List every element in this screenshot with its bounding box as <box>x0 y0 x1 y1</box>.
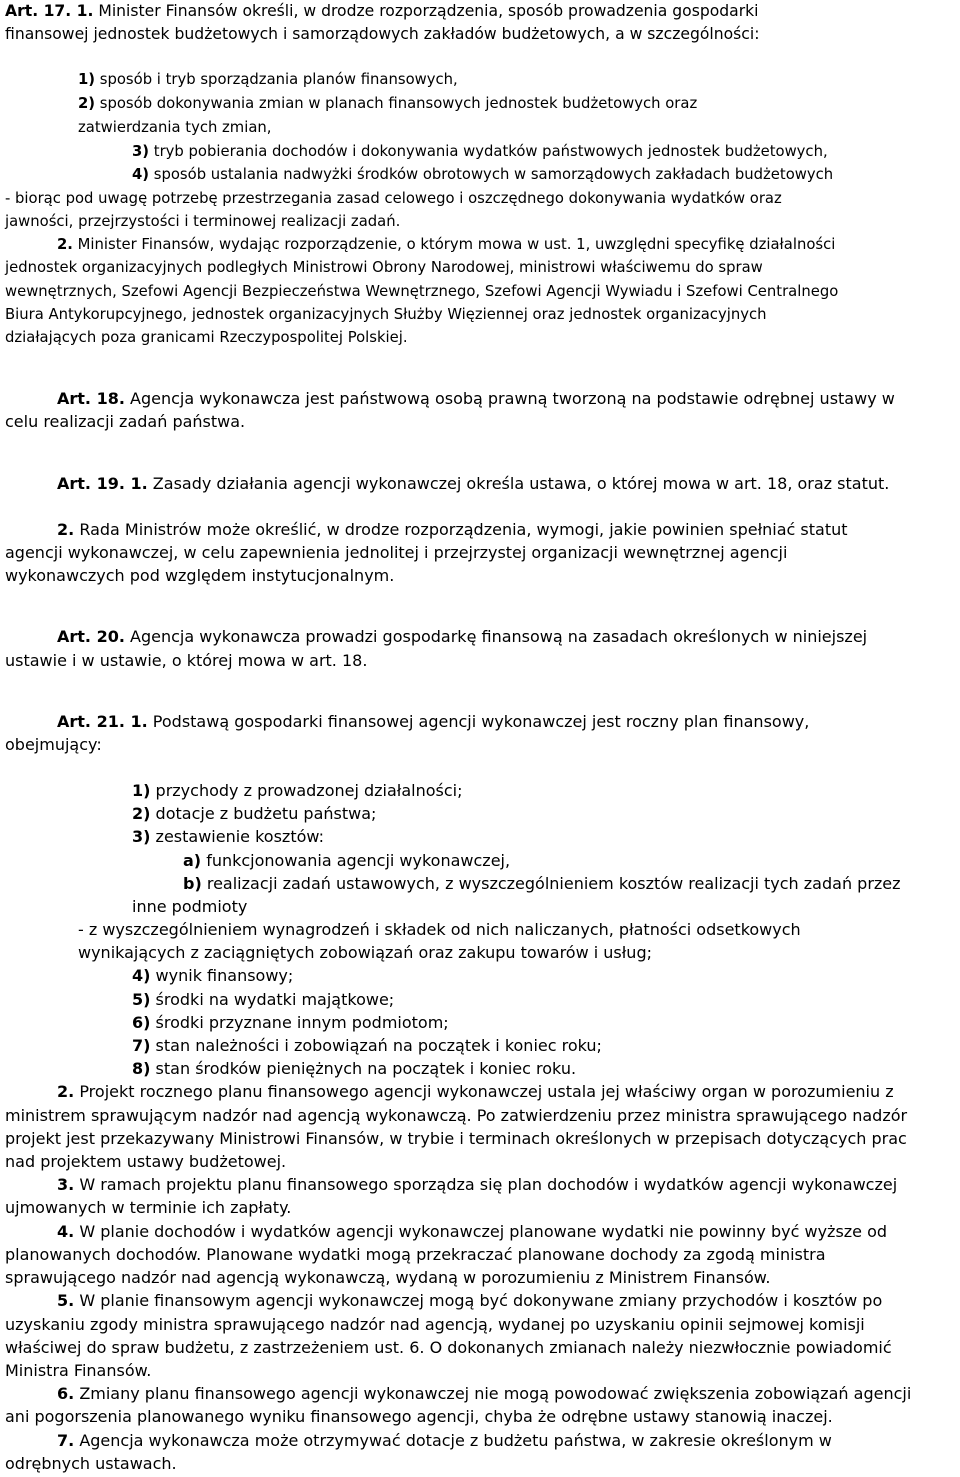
art19-p2-line-3: wykonawczych pod względem instytucjonalnym. <box>5 566 395 585</box>
art17-item-3: 3) tryb pobierania dochodów i dokonywania wydatków państwowych jednostek budżetowych, <box>132 143 828 160</box>
art21-p3-line-1: 3. W ramach projektu planu finansowego sporządza się plan dochodów i wydatków agencji wykonawczej <box>57 1175 898 1194</box>
art21-p5-line-2: uzyskaniu zgody ministra sprawującego nadzór nad agencją, wydanej po uzyskaniu opinii sejmowej komisji <box>5 1315 865 1334</box>
art17-item-1: 1) sposób i tryb sporządzania planów finansowych, <box>78 71 458 88</box>
art19-p2-line-1: 2. Rada Ministrów może określić, w drodze rozporządzenia, wymogi, jakie powinien spełniać statut <box>57 520 848 539</box>
art17-p2-line-2: jednostek organizacyjnych podległych Ministrowi Obrony Narodowej, ministrowi właściwemu do spraw <box>5 259 763 276</box>
art17-line-1: Art. 17. 1. Minister Finansów określi, w drodze rozporządzenia, sposób prowadzenia gospodarki <box>5 2 759 20</box>
art21-item-6: 6) środki przyznane innym podmiotom; <box>132 1013 449 1032</box>
art17-item-4: 4) sposób ustalania nadwyżki środków obrotowych w samorządowych zakładach budżetowych <box>132 166 834 183</box>
art21-line-1: Art. 21. 1. Podstawą gospodarki finansowej agencji wykonawczej jest roczny plan finansowy, <box>57 712 810 731</box>
art21-p2-line-2: ministrem sprawującym nadzór nad agencją wykonawczą. Po zatwierdzeniu przez ministra sprawującego nadzór <box>5 1106 908 1125</box>
art21-p3-line-2: ujmowanych w terminie ich zapłaty. <box>5 1198 292 1217</box>
art17-line-2: finansowej jednostek budżetowych i samorządowych zakładów budżetowych, a w szczególności: <box>5 25 760 43</box>
art20-line-2: ustawie i w ustawie, o której mowa w art. 18. <box>5 651 368 670</box>
art21-p7-line-1: 7. Agencja wykonawcza może otrzymywać dotacje z budżetu państwa, w zakresie określonym w <box>57 1431 832 1450</box>
art21-p4-line-2: planowanych dochodów. Planowane wydatki mogą przekraczać planowane dochody za zgodą ministra <box>5 1245 826 1264</box>
art17-p2-line-4: Biura Antykorupcyjnego, jednostek organizacyjnych Służby Więziennej oraz jednostek organizacyjnych <box>5 306 767 323</box>
art21-p6-line-2: ani pogorszenia planowanego wyniku finansowego agencji, chyba że odrębne ustawy stanowią inaczej. <box>5 1407 833 1426</box>
art17-p2-line-3: wewnętrznych, Szefowi Agencji Bezpieczeństwa Wewnętrznego, Szefowi Agencji Wywiadu i Szefowi Centralnego <box>5 283 839 300</box>
art18-header: Art. 18. <box>57 389 125 408</box>
art21-p2-line-1: 2. Projekt rocznego planu finansowego agencji wykonawczej ustala jej właściwy organ w porozumieniu z <box>57 1082 894 1101</box>
art21-item-3b: b) realizacji zadań ustawowych, z wyszczególnieniem kosztów realizacji tych zadań przez <box>183 874 901 893</box>
art17-item-2-cont: zatwierdzania tych zmian, <box>78 119 272 136</box>
art21-item-3: 3) zestawienie kosztów: <box>132 827 324 846</box>
art17-item-2: 2) sposób dokonywania zmian w planach finansowych jednostek budżetowych oraz <box>78 95 698 112</box>
art19-header: Art. 19. 1. <box>57 474 148 493</box>
art21-p5-line-4: Ministra Finansów. <box>5 1361 152 1380</box>
art19-line-1: Art. 19. 1. Zasady działania agencji wykonawczej określa ustawa, o której mowa w art. 18, oraz statut. <box>57 474 890 493</box>
art21-p4-line-1: 4. W planie dochodów i wydatków agencji wykonawczej planowane wydatki nie powinny być wyższe od <box>57 1222 888 1241</box>
art21-item-2: 2) dotacje z budżetu państwa; <box>132 804 377 823</box>
art18-line-1: Art. 18. Agencja wykonawcza jest państwową osobą prawną tworzoną na podstawie odrębnej ustawy w <box>57 389 895 408</box>
art20-header: Art. 20. <box>57 627 125 646</box>
art17-tail-2: jawności, przejrzystości i terminowej realizacji zadań. <box>5 213 401 230</box>
art21-line-2: obejmujący: <box>5 735 102 754</box>
art21-p6-line-1: 6. Zmiany planu finansowego agencji wykonawczej nie mogą powodować zwiększenia zobowiązań agencji <box>57 1384 912 1403</box>
art17-tail-1: - biorąc pod uwagę potrzebę przestrzegania zasad celowego i oszczędnego dokonywania wydatków oraz <box>5 190 782 207</box>
art21-p4-line-3: sprawującego nadzór nad agencją wykonawczą, wydaną w porozumieniu z Ministrem Finansów. <box>5 1268 771 1287</box>
art21-item-3-note-2: wynikających z zaciągniętych zobowiązań oraz zakupu towarów i usług; <box>78 943 652 962</box>
art21-p5-line-3: właściwej do spraw budżetu, z zastrzeżeniem ust. 6. O dokonanych zmianach należy niezwłocznie powiadomić <box>5 1338 892 1357</box>
art21-item-3b-cont: inne podmioty <box>132 897 248 916</box>
art21-header: Art. 21. 1. <box>57 712 148 731</box>
art21-p2-line-3: projekt jest przekazywany Ministrowi Finansów, w trybie i terminach określonych w przepisach dotyczących prac <box>5 1129 907 1148</box>
art20-line-1: Art. 20. Agencja wykonawcza prowadzi gospodarkę finansową na zasadach określonych w niniejszej <box>57 627 868 646</box>
art21-p7-line-2: odrębnych ustawach. <box>5 1454 177 1473</box>
art21-item-7: 7) stan należności i zobowiązań na początek i koniec roku; <box>132 1036 602 1055</box>
art21-item-5: 5) środki na wydatki majątkowe; <box>132 990 395 1009</box>
art17-p2-line-1: 2. Minister Finansów, wydając rozporządzenie, o którym mowa w ust. 1, uwzględni specyfikę działalności <box>57 236 836 253</box>
art17-header: Art. 17. 1. <box>5 2 94 20</box>
art18-line-2: celu realizacji zadań państwa. <box>5 412 246 431</box>
art21-item-3-note-1: - z wyszczególnieniem wynagrodzeń i składek od nich naliczanych, płatności odsetkowych <box>78 920 801 939</box>
art21-p2-line-4: nad projektem ustawy budżetowej. <box>5 1152 287 1171</box>
art17-p2-line-5: działających poza granicami Rzeczypospolitej Polskiej. <box>5 329 408 346</box>
art21-item-4: 4) wynik finansowy; <box>132 966 294 985</box>
art19-p2-line-2: agencji wykonawczej, w celu zapewnienia jednolitej i przejrzystej organizacji wewnętrznej agencji <box>5 543 788 562</box>
art21-item-8: 8) stan środków pieniężnych na początek i koniec roku. <box>132 1059 577 1078</box>
art21-item-3a: a) funkcjonowania agencji wykonawczej, <box>183 851 511 870</box>
art21-item-1: 1) przychody z prowadzonej działalności; <box>132 781 463 800</box>
art21-p5-line-1: 5. W planie finansowym agencji wykonawczej mogą być dokonywane zmiany przychodów i kosztów po <box>57 1291 883 1310</box>
